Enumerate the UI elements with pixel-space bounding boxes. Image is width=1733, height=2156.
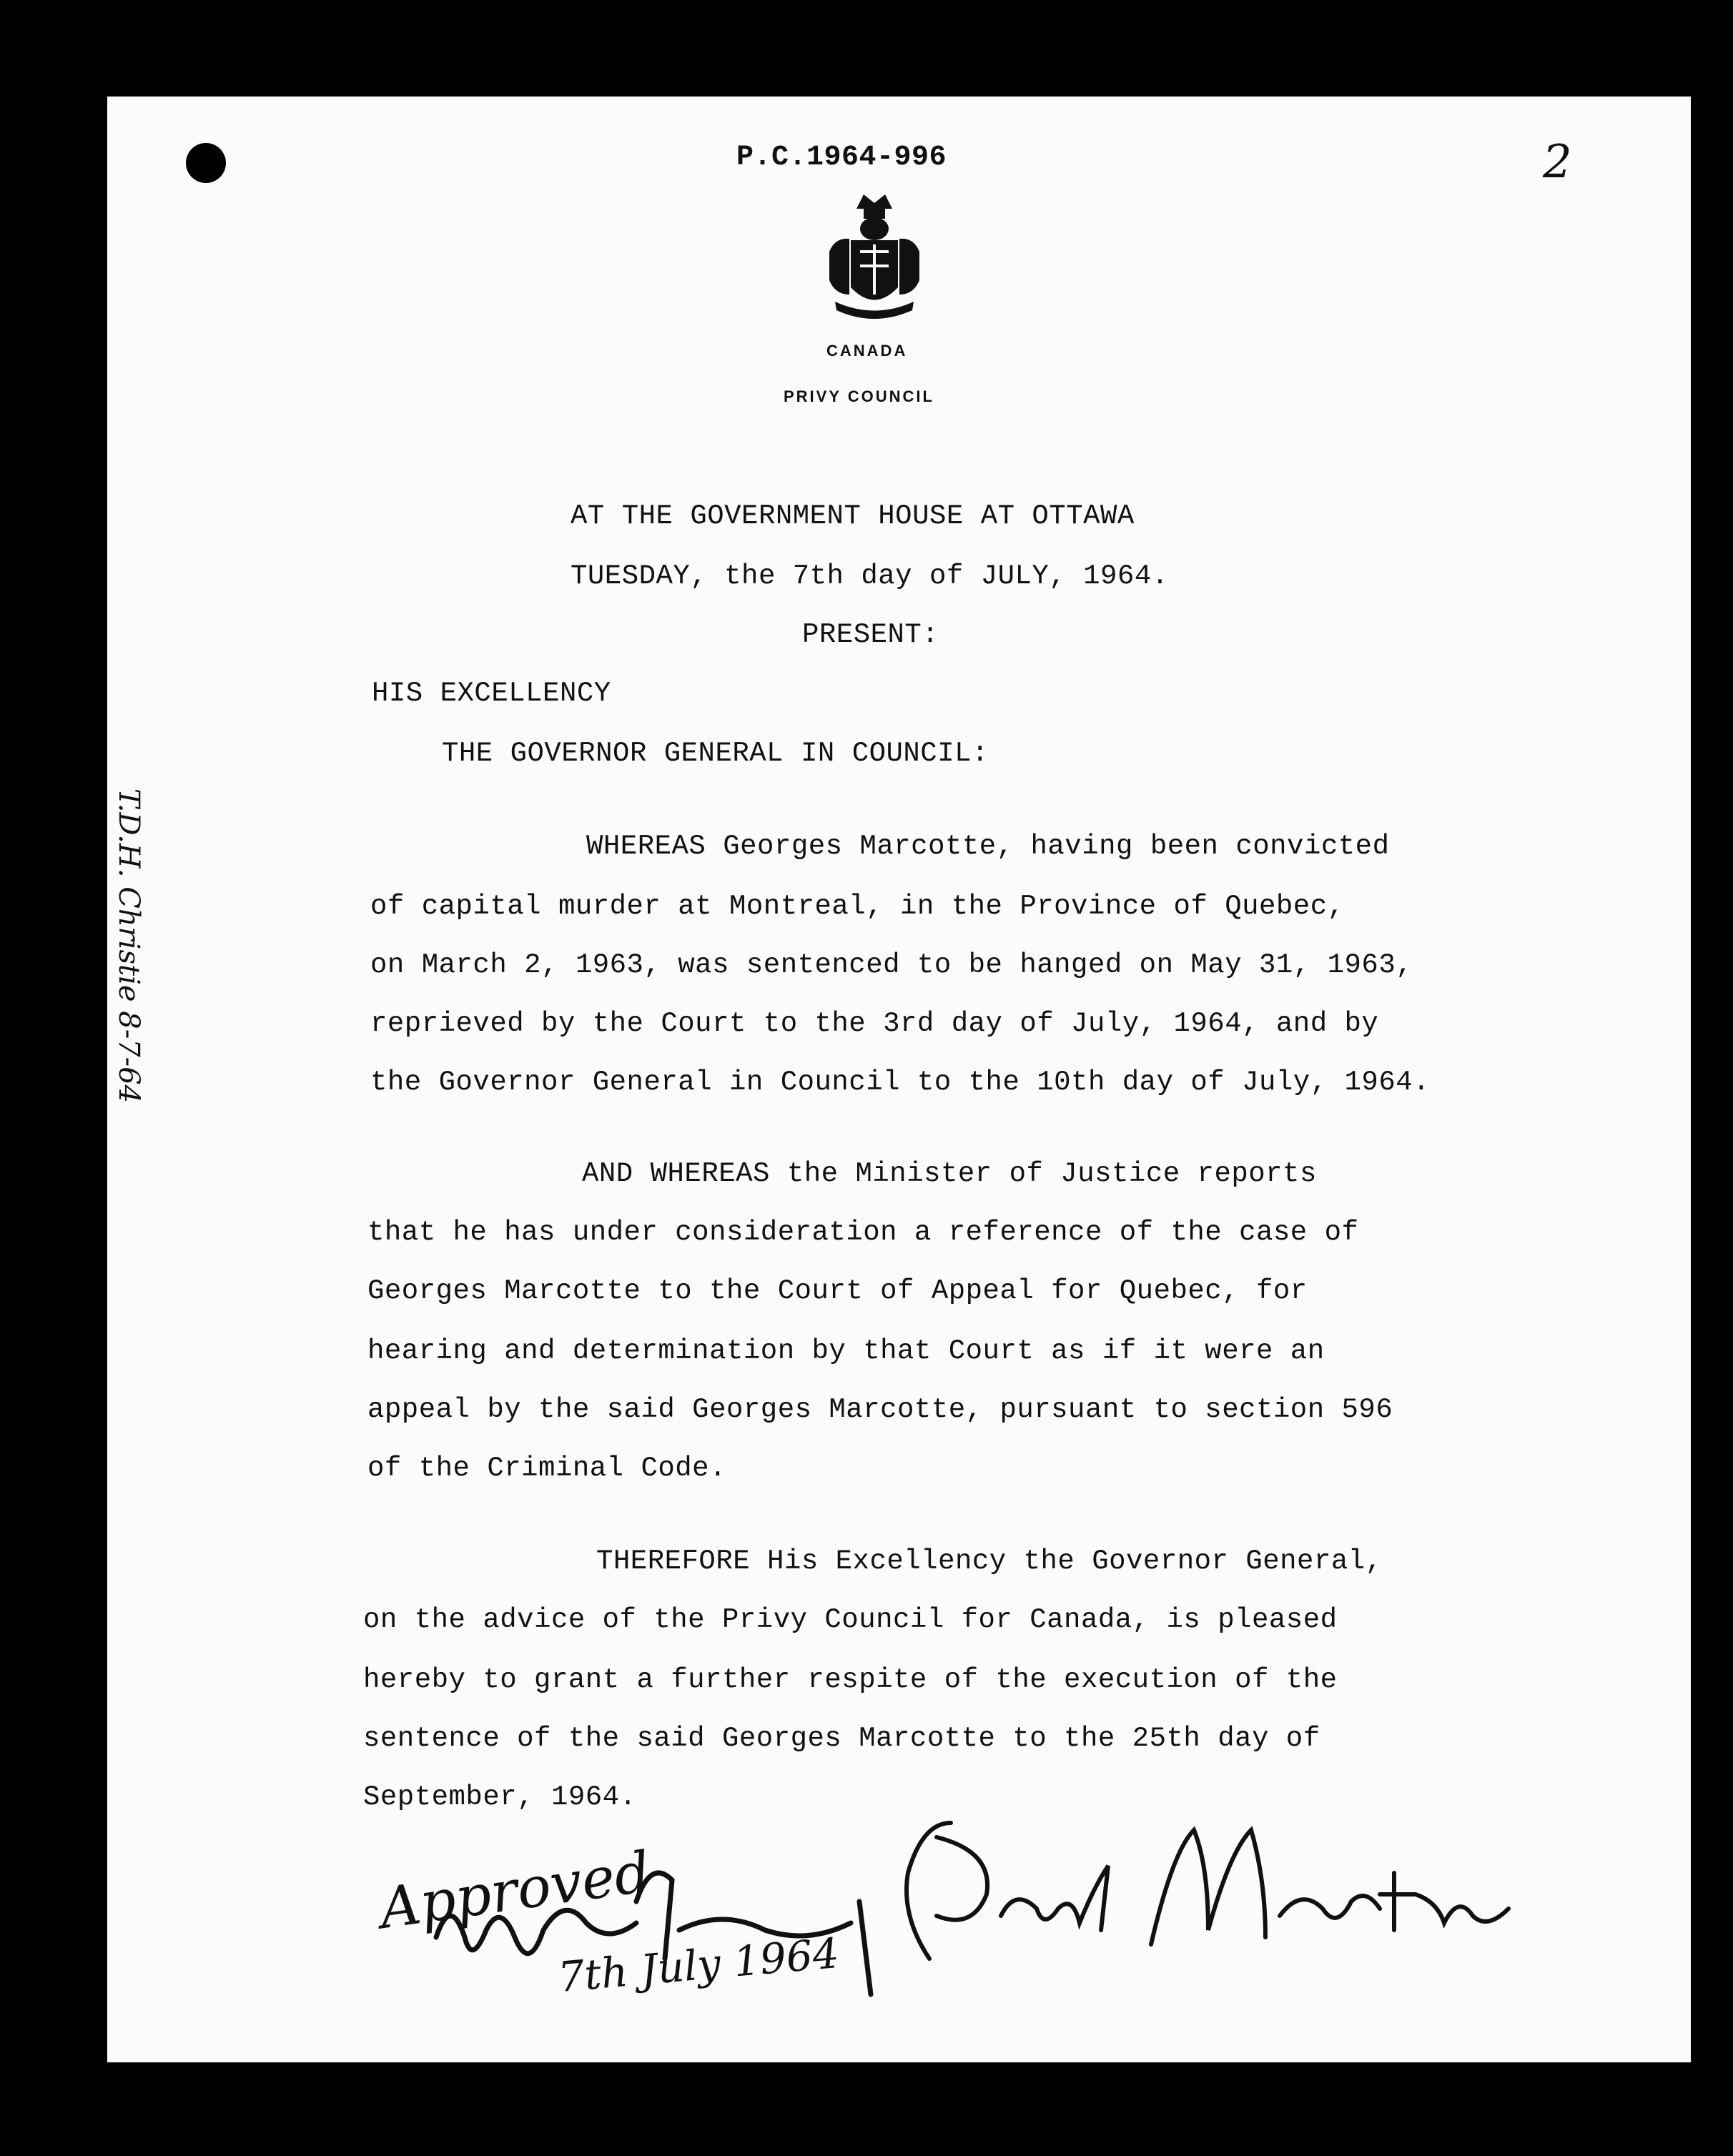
paragraph-3-line: hereby to grant a further respite of the execution of the [363, 1664, 1338, 1696]
paragraph-3-line: September, 1964. [363, 1781, 637, 1813]
paragraph-1-line: the Governor General in Council to the 10th day of July, 1964. [370, 1067, 1431, 1098]
governor-line: THE GOVERNOR GENERAL IN COUNCIL: [442, 738, 989, 769]
paragraph-2-line: hearing and determination by that Court as if it were an [367, 1335, 1325, 1367]
paragraph-2-line: that he has under consideration a reference of the case of [367, 1217, 1359, 1248]
approval-word: Approved [375, 1839, 655, 1942]
present-heading: PRESENT: [802, 619, 939, 651]
coat-of-arms-icon [821, 187, 928, 330]
minister-signature-text [1072, 1980, 1077, 1981]
paragraph-1-line: of capital murder at Montreal, in the Province of Quebec, [370, 891, 1345, 922]
paragraph-3-line: THEREFORE His Excellency the Governor General, [596, 1546, 1383, 1577]
office-title: PRIVY COUNCIL [784, 387, 934, 405]
paragraph-1-line: reprieved by the Court to the 3rd day of July, 1964, and by [370, 1008, 1379, 1039]
excellency-line: HIS EXCELLENCY [372, 678, 611, 709]
paragraph-1-line: on March 2, 1963, was sentenced to be hanged on May 31, 1963, [370, 949, 1413, 981]
punch-hole [186, 143, 226, 183]
crest-caption: CANADA [826, 342, 908, 360]
page-mark: 2 [1543, 136, 1572, 189]
paragraph-2-line: appeal by the said Georges Marcotte, pursuant to section 596 [367, 1394, 1393, 1425]
place-line: AT THE GOVERNMENT HOUSE AT OTTAWA [571, 500, 1135, 532]
approval-date: 7th July 1964 [556, 1928, 841, 2002]
date-line: TUESDAY, the 7th day of JULY, 1964. [571, 560, 1169, 592]
margin-note: T.D.H. Christie 8-7-64 [112, 788, 145, 1104]
paragraph-2-line: AND WHEREAS the Minister of Justice reports [582, 1158, 1317, 1190]
paragraph-1-line: WHEREAS Georges Marcotte, having been convicted [586, 831, 1390, 862]
order-number: P.C.1964-996 [736, 142, 947, 174]
paragraph-3-line: on the advice of the Privy Council for Canada, is pleased [363, 1604, 1338, 1636]
paragraph-2-line: of the Criminal Code. [367, 1453, 726, 1484]
minister-signature [894, 1809, 1523, 1980]
paragraph-3-line: sentence of the said Georges Marcotte to the 25th day of [363, 1723, 1320, 1754]
paragraph-2-line: Georges Marcotte to the Court of Appeal for Quebec, for [367, 1275, 1308, 1307]
